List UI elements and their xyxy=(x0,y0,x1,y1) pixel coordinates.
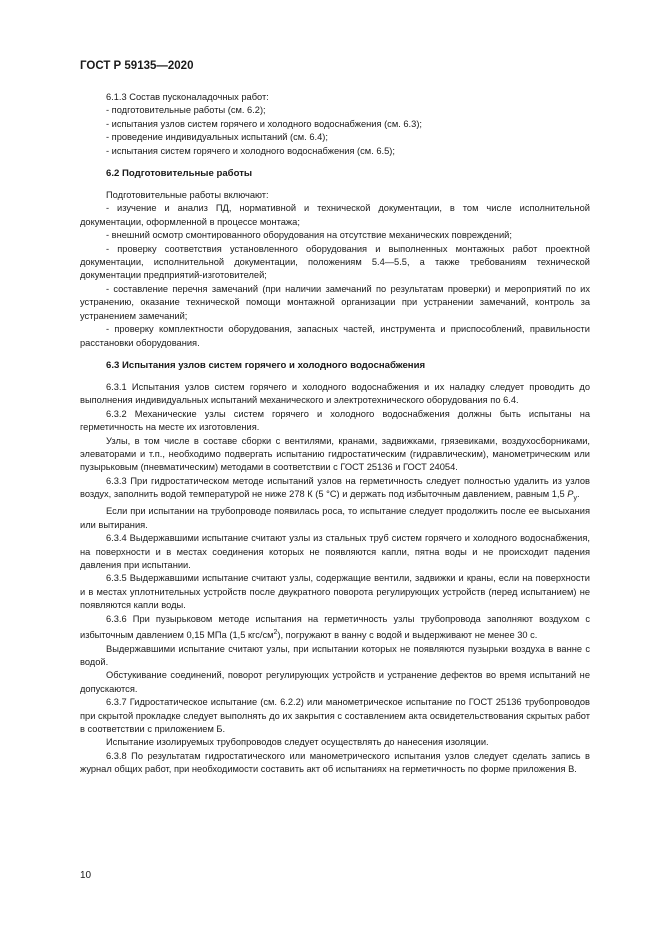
paragraph: 6.3.1 Испытания узлов систем горячего и холодного водоснабжения и их наладку следует проводить до выполнения индивидуальных испытаний механического и электротехнического оборудования по 6.4. xyxy=(80,381,590,406)
document-body xyxy=(80,91,590,777)
list-item: - испытания систем горячего и холодного водоснабжения (см. 6.5); xyxy=(106,145,395,156)
list-item: - проверку комплектности оборудования, запасных частей, инструмента и приспособлений, правильности расстановки оборудования. xyxy=(80,324,590,348)
paragraph: Испытание изолируемых трубопроводов следует осуществлять до нанесения изоляции. xyxy=(106,737,489,748)
paragraph: 6.3.2 Механические узлы систем горячего и холодного водоснабжения должны быть испытаны на герметичность на месте их изготовления. xyxy=(80,408,590,433)
list-item: - составление перечня замечаний (при наличии замечаний по результатам проверки) и мероприятий по их устранению, оказание технической помощи монтажной организации при устранении замечаний, контроль за устранением замечаний; xyxy=(80,283,590,321)
paragraph: Выдержавшими испытание считают узлы, при испытании которых не появляются пузырьки воздуха в ванне с водой. xyxy=(80,643,590,667)
paragraph: Подготовительные работы включают: xyxy=(106,190,269,201)
paragraph: 6.3.8 По результатам гидростатического или манометрического испытания узлов следует сделать запись в журнал общих работ, при необходимости составить акт об испытаниях на герметичность по форме приложения В. xyxy=(80,750,590,775)
paragraph-text: 6.3.3 При гидростатическом методе испытаний узлов на герметичность следует полностью удалить из узлов воздух, заполнить водой температурой не ниже 278 К (5 °С) и держать под избыточным давлением, равным 1,5 xyxy=(80,475,590,500)
list-item: - испытания узлов систем горячего и холодного водоснабжения (см. 6.3); xyxy=(106,118,422,129)
paragraph-text: 6.3.6 При пузырьковом методе испытания на герметичность узлы трубопровода заполняют воздухом с избыточным давлением 0,15 МПа (1,5 кгс/см xyxy=(80,613,590,641)
list-item: - проведение индивидуальных испытаний (см. 6.4); xyxy=(106,132,328,143)
list-item: - проверку соответствия установленного оборудования и выполненных монтажных работ проектной документации, исполнительной документации, положениям 5.4—5.5, а также требованиям технической документации предприятий-изготовителей; xyxy=(80,243,590,281)
list-item: - внешний осмотр смонтированного оборудования на отсутствие механических повреждений; xyxy=(106,230,512,241)
paragraph: Если при испытании на трубопроводе появилась роса, то испытание следует продолжить после ее высыхания или вытирания. xyxy=(80,506,590,530)
paragraph-text-end: ), погружают в ванну с водой и выдерживают не менее 30 с. xyxy=(277,630,538,641)
section-heading-6-2: 6.2 Подготовительные работы xyxy=(106,168,253,180)
paragraph xyxy=(80,613,590,643)
paragraph: 6.3.7 Гидростатическое испытание (см. 6.2.2) или манометрическое испытание по ГОСТ 25136 трубопроводов при скрытой прокладке следует выполнять до их закрытия с составлением акта освидетельствования скрытых работ в соответствии с приложением Б. xyxy=(80,697,590,735)
list-item: - изучение и анализ ПД, нормативной и технической документации, в том числе исполнительной документации, оформленной в процессе монтажа; xyxy=(80,203,590,227)
section-heading-6-3: 6.3 Испытания узлов систем горячего и холодного водоснабжения xyxy=(106,359,426,371)
section-6-1-3-title: 6.1.3 Состав пусконаладочных работ: xyxy=(106,92,269,102)
paragraph xyxy=(80,475,590,506)
pressure-subscript: у xyxy=(573,495,577,503)
list-item: - подготовительные работы (см. 6.2); xyxy=(106,105,266,116)
page-number: 10 xyxy=(80,870,92,881)
pressure-variable: P xyxy=(567,489,574,500)
paragraph: Обстукивание соединений, поворот регулирующих устройств и устранение дефектов во время испытаний не допускаются. xyxy=(80,670,590,694)
paragraph: 6.3.5 Выдержавшими испытание считают узлы, содержащие вентили, задвижки и краны, если на поверхности и в местах уплотнительных устройств после двукратного поворота регулирующих устройств (перед испытанием) не появляются капли воды. xyxy=(80,573,590,611)
document-header: ГОСТ Р 59135—2020 xyxy=(80,60,194,72)
paragraph: 6.3.4 Выдержавшими испытание считают узлы из стальных труб систем горячего и холодного водоснабжения, на поверхности и в местах соединения которых не появляются капли, пятна воды и не происходит падения давления при испытании. xyxy=(80,533,590,571)
paragraph-end: . xyxy=(577,489,580,500)
unit-superscript: 2 xyxy=(273,629,278,637)
paragraph: Узлы, в том числе в составе сборки с вентилями, кранами, задвижками, грязевиками, воздухосборниками, элеваторами и т.п., необходимо подвергать испытанию гидростатическим (гидравлическим), манометрическим или пузырьковым (пневматическим) методами в соответствии с ГОСТ 25136 и ГОСТ 24054. xyxy=(80,435,590,473)
